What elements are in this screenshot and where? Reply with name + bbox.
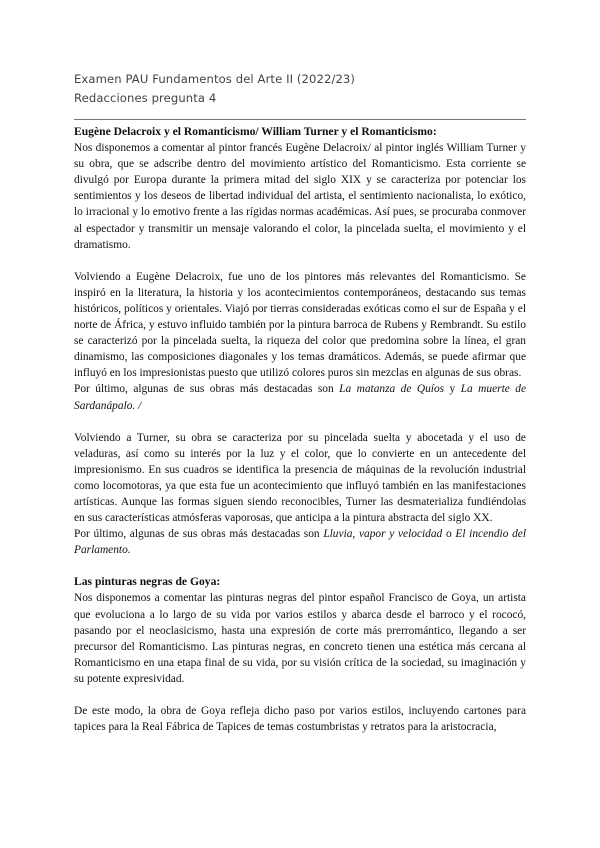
works-conjunction: o — [442, 528, 456, 541]
header-divider — [74, 119, 526, 120]
paragraph-goya-intro: Nos disponemos a comentar las pinturas negras del pintor español Francisco de Goya, un artista que evoluciona a lo largo de su vida por varios estilos y abarca desde el barroco y el rococó, pasando por el neoclasicismo, hasta una expresión de corte más prerromántico, llegando a ser precursor del Romanticismo. Las pinturas negras, en concreto tienen una estética más cercana al Romanticismo en una etapa final de su vida, por su visión crítica de la sociedad, su imaginación y su potente expresividad. — [74, 592, 526, 685]
header-subtitle: Redacciones pregunta 4 — [74, 91, 217, 105]
work-title: Lluvia, vapor y velocidad — [323, 528, 443, 541]
paragraph-turner: Volviendo a Turner, su obra se caracteriza por su pincelada suelta y abocetada y el uso de veladuras, así como su interés por la luz y el color, que lo convierte en un antecedente del impresionismo. En sus cuadros se identifica la presencia de máquinas de la revolución industrial como locomotoras, ya que esta fue un acontecimiento que influyó también en las manifestaciones artísticas. Aunque las formas siguen siendo reconocibles, Turner las desmaterializa fundiéndolas en sus características atmósferas vaporosas, que anticipa a la pintura abstracta del siglo XX. — [74, 431, 526, 525]
works-prefix: Por último, algunas de sus obras más destacadas son — [74, 528, 324, 541]
paragraph-gap — [74, 558, 526, 574]
paragraph-goya-styles: De este modo, la obra de Goya refleja dicho paso por varios estilos, incluyendo cartones para tapices para la Real Fábrica de Tapices de temas costumbristas y retratos para la aristocracia, — [74, 705, 526, 734]
header-exam-title: Examen PAU Fundamentos del Arte II (2022/23) — [74, 72, 356, 86]
paragraph-romanticism-intro: Nos disponemos a comentar al pintor francés Eugène Delacroix/ al pintor inglés William Turner y su obra, que se adscribe dentro del movimiento artístico del Romanticismo. Esta corriente se divulgó por Europa durante la primera mitad del siglo XIX y se caracteriza por potenciar los sentimientos y los deseos de libertad individual del artista, el sentimiento nacionalista, lo exótico, lo irracional y lo emotivo frente a las rígidas normas académicas. Así pues, se procuraba conmover al espectador y transmitir un mensaje valorando el color, la pincelada suelta, el movimiento y el dramatismo. — [74, 142, 526, 251]
document-header — [74, 70, 529, 108]
paragraph-gap — [74, 687, 526, 703]
work-title: El incendio del Parlamento. — [74, 528, 527, 557]
paragraph-turner-works — [74, 526, 526, 558]
paragraph-delacroix: Volviendo a Eugène Delacroix, fue uno de los pintores más relevantes del Romanticismo. Se inspiró en la literatura, la historia y los acontecimientos contemporáneos, destacando sus temas históricos, políticos y orientales. Viajó por tierras consideradas exóticas como el sur de España y el norte de África, y estuvo influido también por la pintura barroca de Rubens y Rembrandt. Su estilo se caracterizó por la pincelada suelta, la riqueza del color que predomina sobre la línea, el gran dinamismo, las composiciones diagonales y los temas dramáticos. Además, se puede afirmar que influyó en los impresionistas puesto que utilizó colores puros sin mezclas en algunas de sus obras. — [74, 270, 526, 380]
paragraph-gap — [74, 253, 526, 269]
works-conjunction: y — [444, 383, 461, 396]
document-body — [74, 124, 526, 735]
work-title: La matanza de Quíos — [339, 383, 445, 396]
section-title-delacroix-turner: Eugène Delacroix y el Romanticismo/ William Turner y el Romanticismo: — [74, 125, 437, 138]
paragraph-gap — [74, 414, 526, 430]
works-prefix: Por último, algunas de sus obras más destacadas son — [74, 383, 340, 396]
section-title-goya: Las pinturas negras de Goya: — [74, 575, 221, 589]
work-title: La muerte de Sardanápalo. / — [74, 383, 526, 412]
paragraph-delacroix-works — [74, 381, 526, 413]
